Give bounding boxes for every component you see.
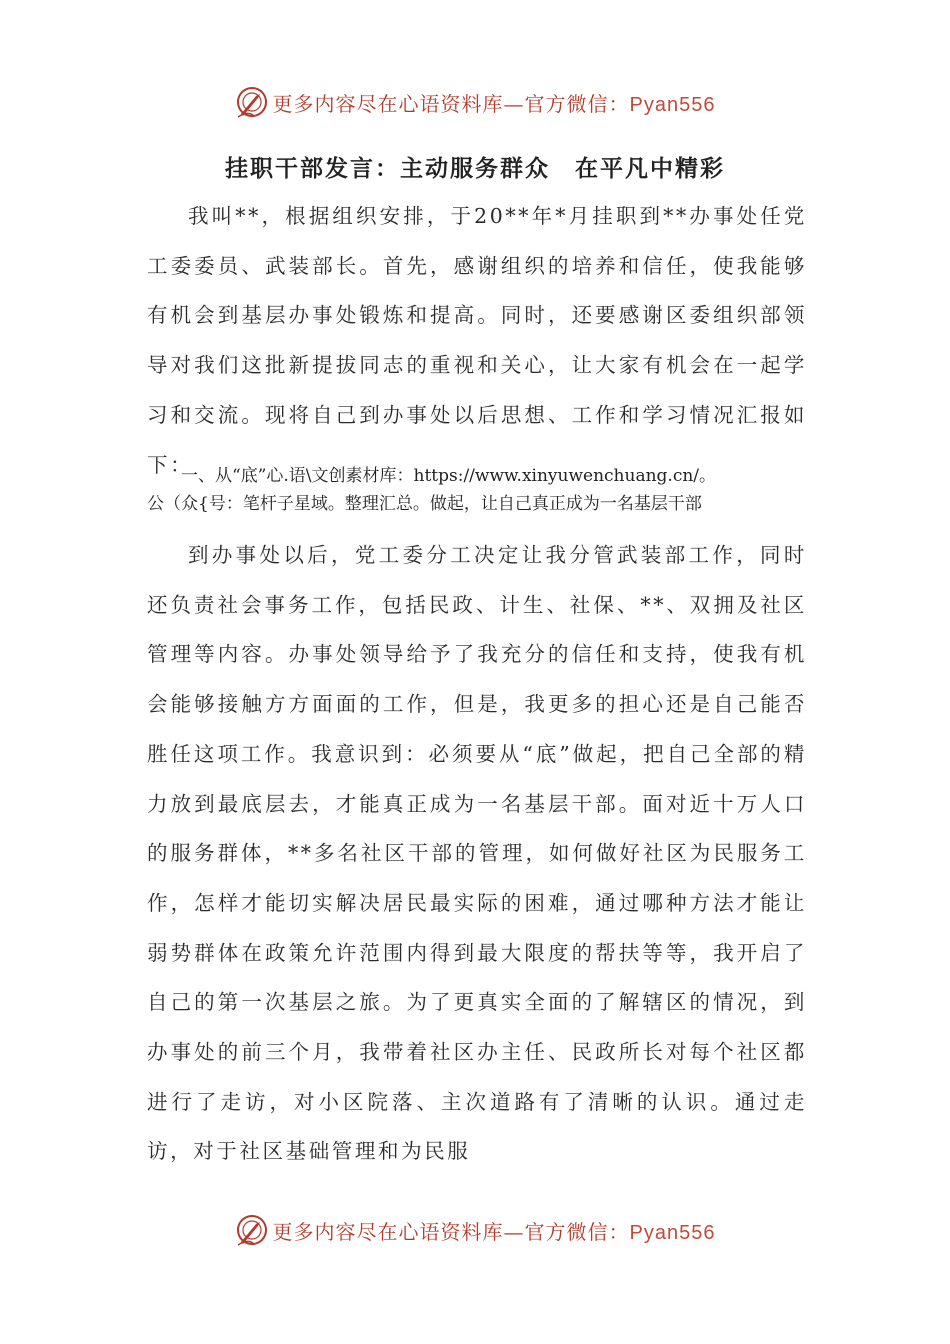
header-banner	[0, 82, 950, 122]
pen-nib-logo-icon	[235, 85, 269, 119]
banner-text	[273, 1216, 716, 1245]
banner-main-text: 更多内容尽在心语资料库	[272, 1219, 504, 1244]
section-body	[147, 531, 807, 1177]
page-title: 挂职干部发言：主动服务群众 在平凡中精彩	[225, 156, 725, 182]
pen-nib-logo-icon	[235, 1213, 269, 1247]
intro-paragraph: 我叫**，根据组织安排，于20**年*月挂职到**办事处任党工委委员、武装部长。首先，感谢组织的培养和信任，使我能够有机会到基层办事处锻炼和提高。同时，还要感谢区委组织部领导对我们这批新提拔同志的重视和关心，让大家有机会在一起学习和交流。现将自己到办事处以后思想、工作和学习情况汇报如下：	[147, 204, 807, 477]
section-paragraph: 到办事处以后，党工委分工决定让我分管武装部工作，同时还负责社会事务工作，包括民政、计生、社保、**、双拥及社区管理等内容。办事处领导给予了我充分的信任和支持，使我有机会能够接触方方面面的工作，但是，我更多的担心还是自己能否胜任这项工作。我意识到：必须要从“底”做起，把自己全部的精力放到最底层去，才能真正成为一名基层干部。面对近十万人口的服务群体，**多名社区干部的管理，如何做好社区为民服务工作，怎样才能切实解决居民最实际的困难，通过哪种方法才能让弱势群体在政策允许范围内得到最大限度的帮扶等等，我开启了自己的第一次基层之旅。为了更真实全面的了解辖区的情况，到办事处的前三个月，我带着社区办主任、民政所长对每个社区都进行了走访，对小区院落、主次道路有了清晰的认识。通过走访，对于社区基础管理和为民服	[147, 543, 807, 1164]
banner-separator: —	[503, 1219, 525, 1244]
banner-text	[273, 88, 716, 117]
banner-suffix-text: 官方微信：	[524, 91, 630, 116]
footer-banner	[0, 1210, 950, 1250]
banner-main-text: 更多内容尽在心语资料库	[272, 91, 504, 116]
banner-separator: —	[503, 91, 525, 116]
section-heading	[147, 462, 807, 518]
section-heading-line-2: 公（众{号：笔杆子星域。整理汇总。做起，让自己真正成为一名基层干部	[147, 494, 702, 514]
banner-suffix-text: 官方微信：	[524, 1219, 630, 1244]
banner-wechat-id: Pyan556	[629, 93, 716, 116]
section-heading-line-1: 一、从“底”心.语\文创素材库：https://www.xinyuwenchuang.cn/。	[181, 466, 717, 486]
banner-wechat-id: Pyan556	[629, 1221, 716, 1244]
intro-block	[147, 192, 807, 490]
